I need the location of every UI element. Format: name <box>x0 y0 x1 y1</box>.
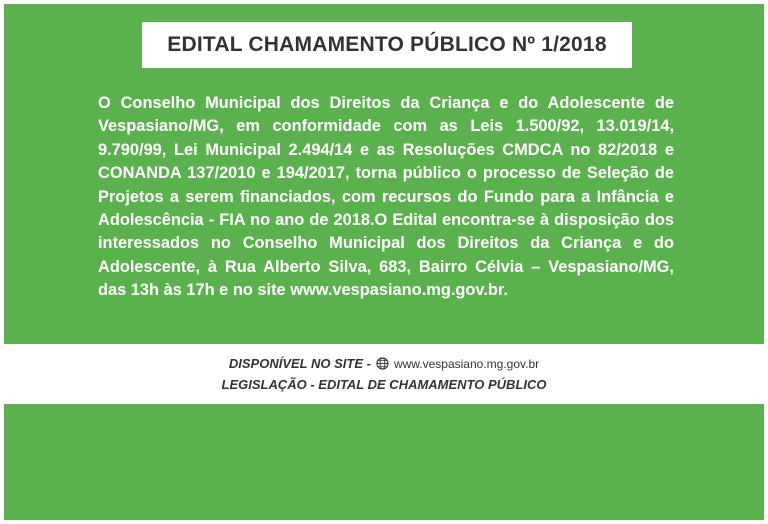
footer-availability <box>229 356 539 371</box>
available-label: DISPONÍVEL NO SITE - <box>228 356 371 371</box>
globe-icon <box>376 357 389 370</box>
notice-paragraph: O Conselho Municipal dos Direitos da Criança e do Adolescente de Vespasiano/MG, em conformidade com as Leis 1.500/92, 13.019/14, 9.790/99, Lei Municipal 2.494/14 e as Resoluções CMDCA no 82/2018 e CONANDA 137/2010 e 194/2017, torna público o processo de Seleção de Projetos a serem financiados, com recursos do Fundo para a Infância e Adolescência - FIA no ano de 2018.O Edital encontra-se à disposição dos interessados no Conselho Municipal dos Direitos da Criança e do Adolescente, à Rua Alberto Silva, 683, Bairro Célvia – Vespasiano/MG, das 13h às 17h e no site www.vespasiano.mg.gov.br. <box>98 94 674 300</box>
footer-band <box>4 344 764 404</box>
site-url[interactable]: www.vespasiano.mg.gov.br <box>393 356 540 371</box>
section-label: LEGISLAÇÃO - EDITAL DE CHAMAMENTO PÚBLICO <box>221 377 547 392</box>
page-title: EDITAL CHAMAMENTO PÚBLICO Nº 1/2018 <box>167 33 607 56</box>
title-bar <box>142 22 632 68</box>
notice-card <box>4 4 764 520</box>
